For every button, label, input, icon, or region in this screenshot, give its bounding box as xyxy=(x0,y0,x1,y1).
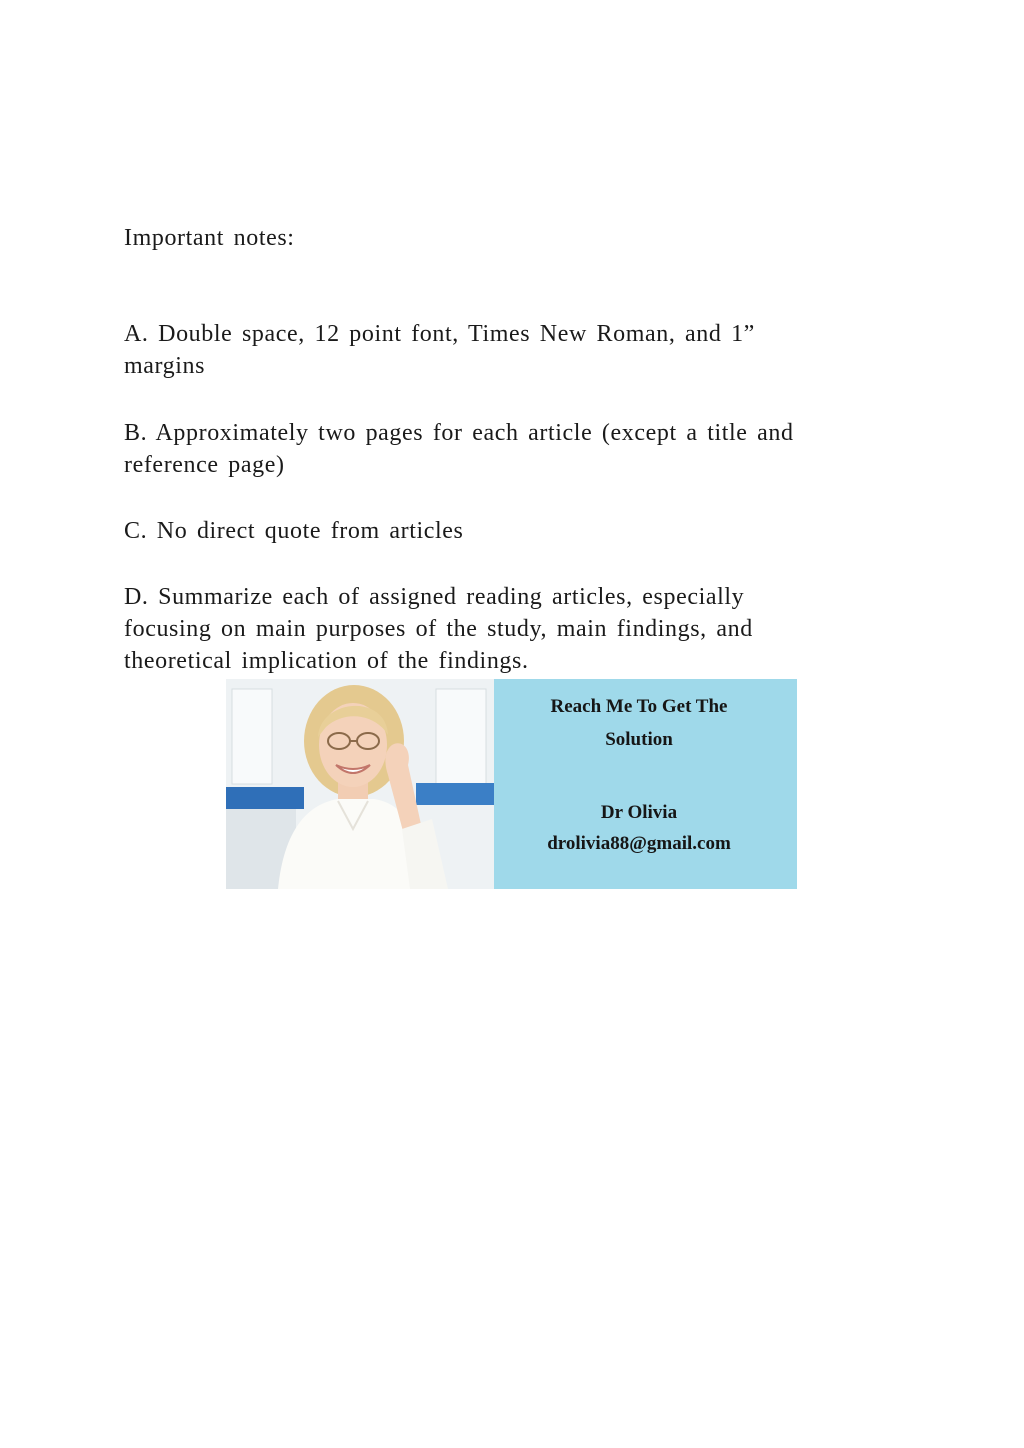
smiling-woman-with-glasses-photo xyxy=(226,679,494,889)
contact-headline: Reach Me To Get The xyxy=(550,696,728,717)
contact-headline-continued: Solution xyxy=(605,729,673,750)
note-a-line-1: A. Double space, 12 point font, Times New Roman, and 1” xyxy=(124,321,755,347)
note-b-line-1: B. Approximately two pages for each article (except a title and xyxy=(124,420,794,446)
contact-banner xyxy=(226,679,797,889)
note-b-line-2: reference page) xyxy=(124,452,285,478)
note-c-line-1: C. No direct quote from articles xyxy=(124,518,464,544)
note-a-line-2: margins xyxy=(124,353,206,379)
note-d-line-2: focusing on main purposes of the study, main findings, and xyxy=(124,616,753,642)
note-item-d xyxy=(124,581,884,677)
contact-card xyxy=(494,679,797,889)
note-item-c xyxy=(124,515,884,547)
note-item-b xyxy=(124,417,884,481)
contact-name: Dr Olivia xyxy=(600,802,678,823)
note-d-line-3: theoretical implication of the findings. xyxy=(124,648,529,674)
note-item-a xyxy=(124,318,884,382)
notes-heading: Important notes: xyxy=(124,225,295,251)
note-d-line-1: D. Summarize each of assigned reading articles, especially xyxy=(124,584,745,610)
contact-email: drolivia88@gmail.com xyxy=(547,833,731,854)
